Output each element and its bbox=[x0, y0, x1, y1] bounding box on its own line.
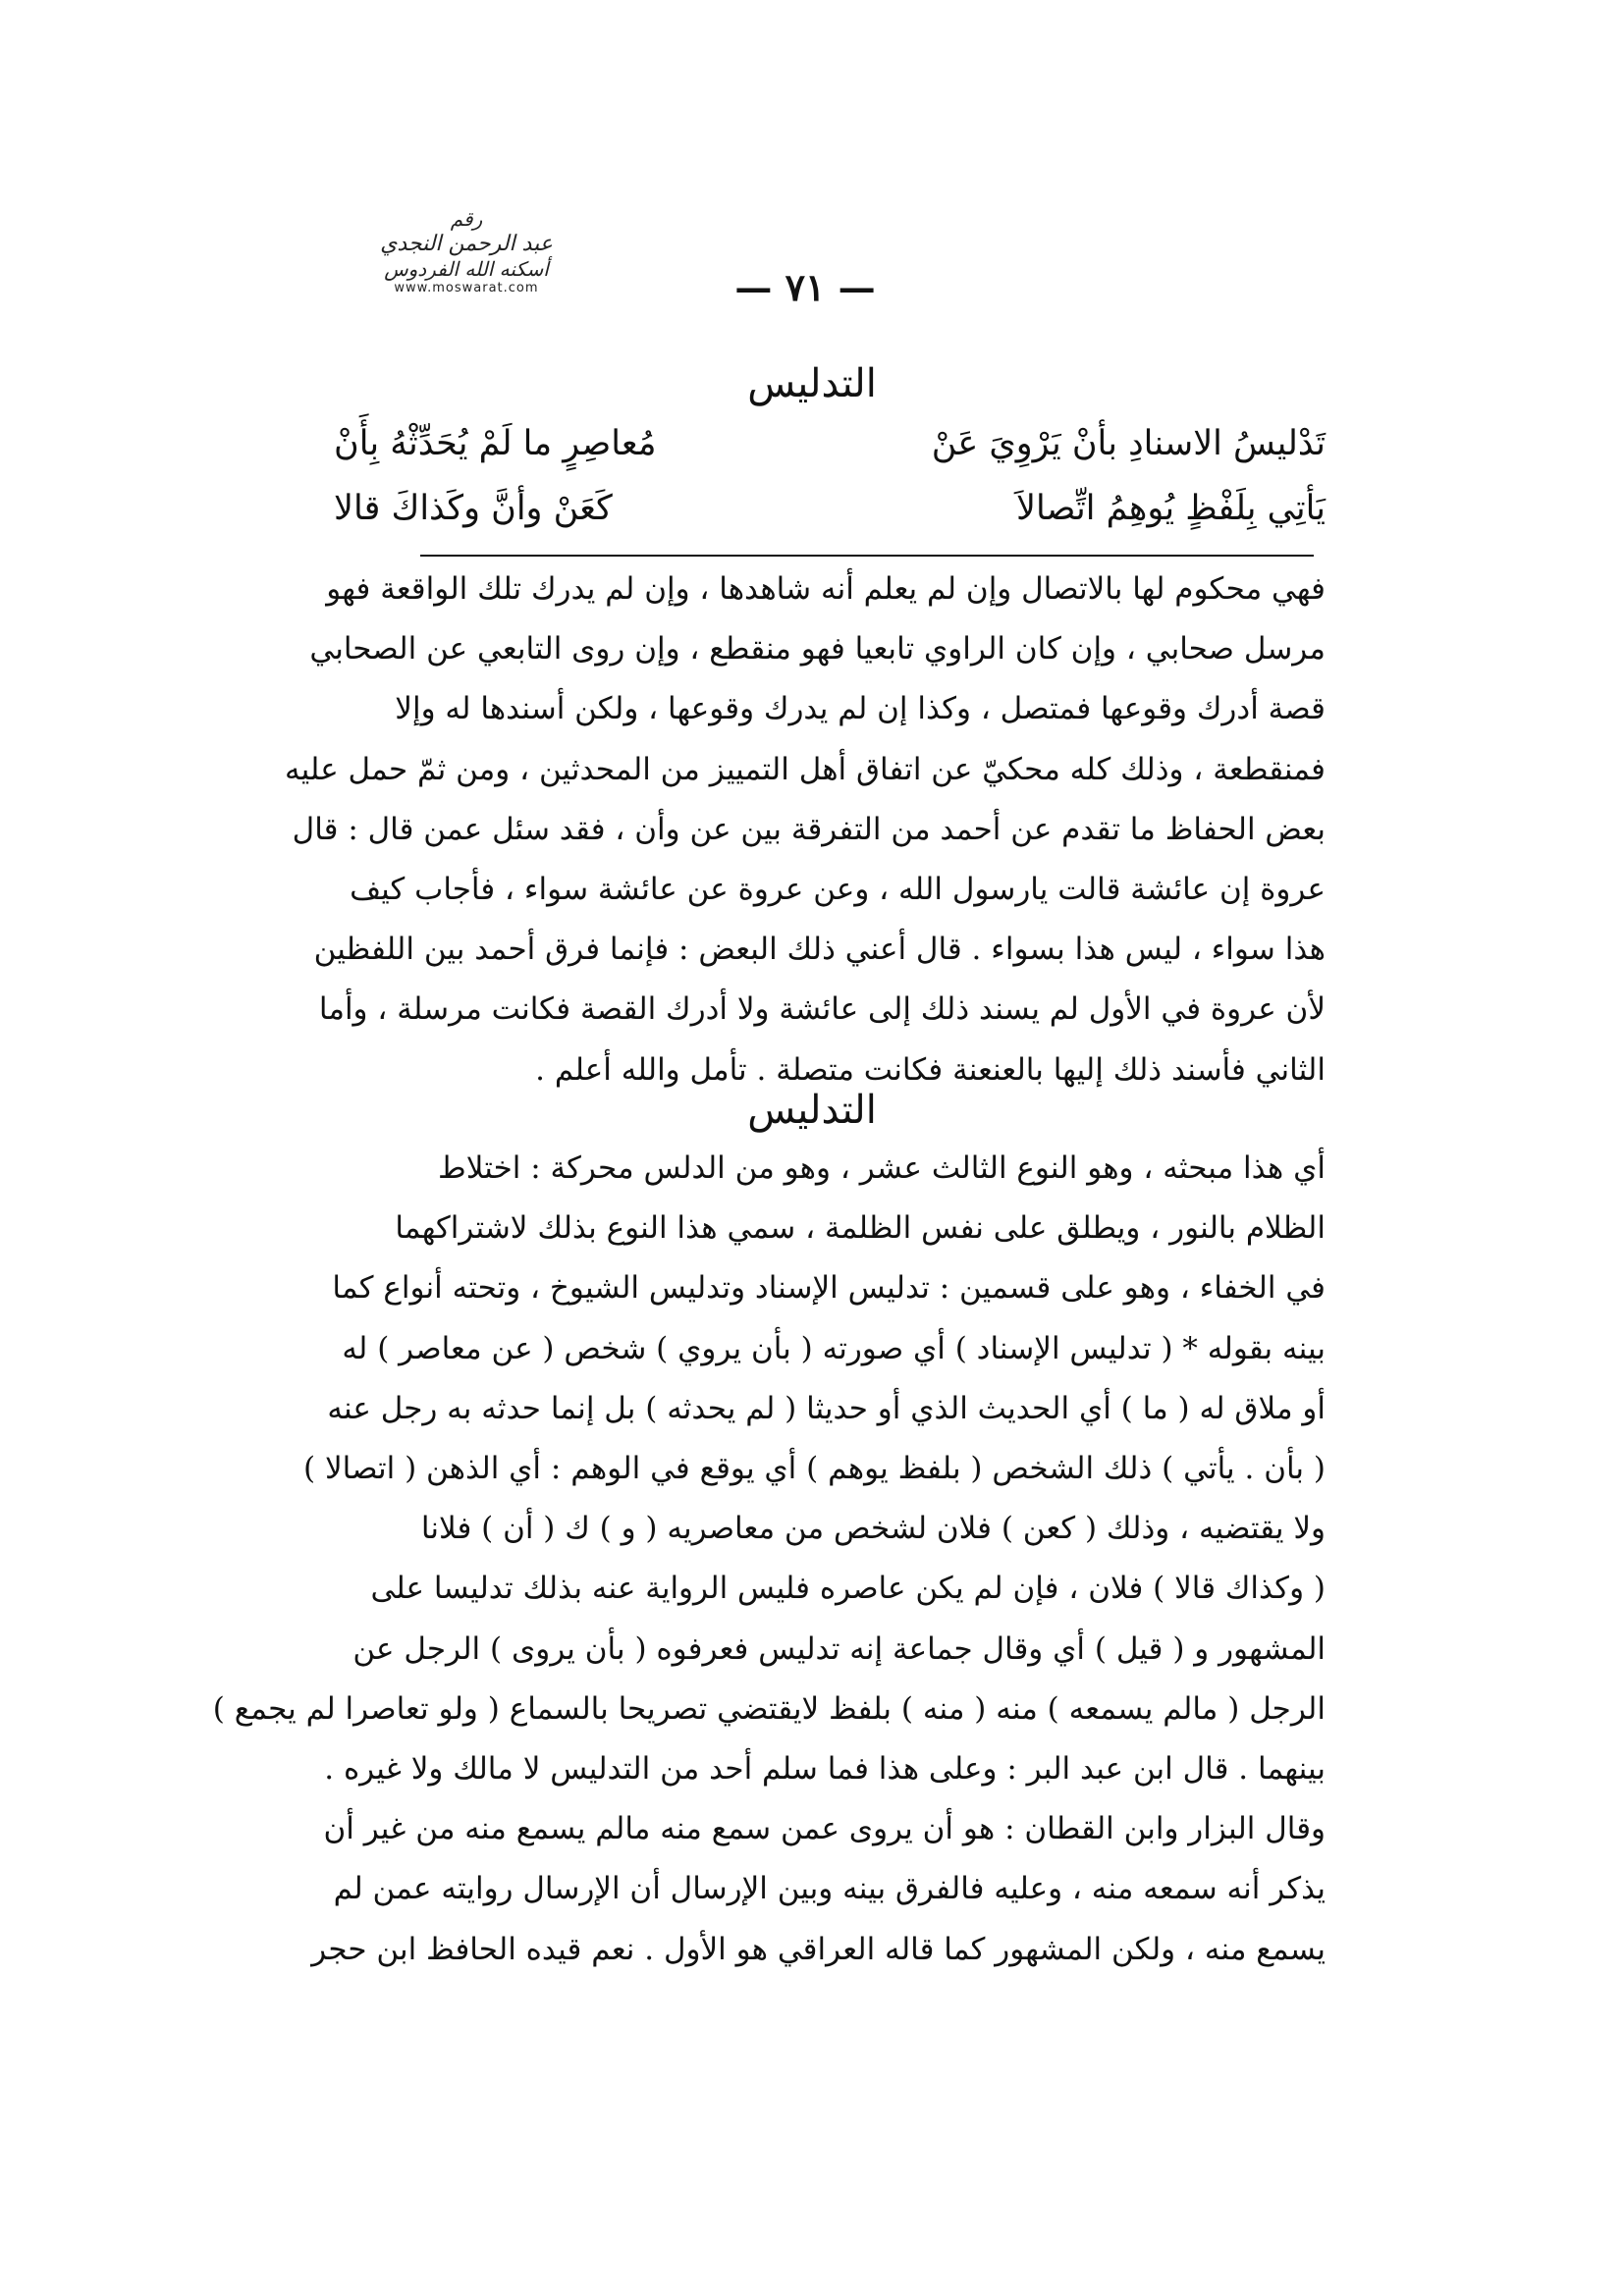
text-line: لأن عروة في الأول لم يسند ذلك إلى عائشة ولا أدرك القصة فكانت مرسلة ، وأما bbox=[318, 991, 1326, 1028]
body-paragraph bbox=[212, 1139, 1326, 1980]
text-line: بعض الحفاظ ما تقدم عن أحمد من التفرقة بين عن وأن ، فقد سئل عمن قال : قال bbox=[292, 811, 1326, 847]
poem-verse-1-first-hemistich: تَدْليسُ الاسنادِ بأنْ يَرْوِيَ عَنْ bbox=[931, 424, 1326, 463]
text-line: ( بأن . يأتي ) ذلك الشخص ( بلفظ يوهم ) أي يوقع في الوهم : أي الذهن ( اتصالا ) bbox=[303, 1451, 1326, 1487]
text-line: يسمع منه ، ولكن المشهور كما قاله العراقي هو الأول . نعم قيده الحافظ ابن حجر bbox=[311, 1931, 1326, 1967]
text-line: المشهور و ( قيل ) أي وقال جماعة إنه تدليس فعرفوه ( بأن يروى ) الرجل عن bbox=[352, 1630, 1326, 1667]
separator-rule bbox=[420, 555, 1314, 557]
stamp-line-2: عبد الرحمن النجدي bbox=[380, 232, 553, 256]
text-line: الثاني فأسند ذلك إليها بالعنعنة فكانت متصلة . تأمل والله أعلم . bbox=[535, 1051, 1326, 1088]
text-line: قصة أدرك وقوعها فمتصل ، وكذا إن لم يدرك وقوعها ، ولكن أسندها له وإلا bbox=[395, 691, 1326, 727]
text-line: ( وكذاك قالا ) فلان ، فإن لم يكن عاصره فليس الرواية عنه بذلك تدليسا على bbox=[370, 1571, 1326, 1607]
text-line: فمنقطعة ، وذلك كله محكيّ عن اتفاق أهل التمييز من المحدثين ، ومن ثمّ حمل عليه bbox=[284, 751, 1326, 787]
poem-verse-2-second-hemistich: كَعَنْ وأنَّ وكَذاكَ قالا bbox=[334, 489, 613, 528]
text-line: مرسل صحابي ، وإن كان الراوي تابعيا فهو منقطع ، وإن روى التابعي عن الصحابي bbox=[309, 631, 1326, 667]
text-line: عروة إن عائشة قالت يارسول الله ، وعن عروة عن عائشة سواء ، فأجاب كيف bbox=[350, 872, 1326, 908]
text-line: هذا سواء ، ليس هذا بسواء . قال أعني ذلك البعض : فإنما فرق أحمد بين اللفظين bbox=[313, 932, 1326, 968]
section-title-mid: التدليس bbox=[747, 1088, 877, 1133]
text-line: الرجل ( مالم يسمعه ) منه ( منه ) بلفظ لايقتضي تصريحا بالسماع ( ولو تعاصرا لم يجمع ) bbox=[212, 1690, 1326, 1727]
text-line: أو ملاق له ( ما ) أي الحديث الذي أو حديثا ( لم يحدثه ) بل إنما حدثه به رجل عنه bbox=[327, 1390, 1326, 1426]
poem-verse-1-second-hemistich: مُعاصِرٍ ما لَمْ يُحَدِّثْهُ بِأَنْ bbox=[334, 424, 657, 463]
stamp-line-3: أسكنه الله الفردوس bbox=[384, 257, 549, 281]
poem-verse-2-first-hemistich: يَأتِي بِلَفْظٍ يُوهِمُ اتِّصالاَ bbox=[1016, 489, 1326, 528]
text-line: بينه بقوله * ( تدليس الإسناد ) أي صورته ( بأن يروي ) شخص ( عن معاصر ) له bbox=[342, 1330, 1326, 1366]
poem-verse-2 bbox=[334, 489, 1326, 528]
text-line: يذكر أنه سمعه منه ، وعليه فالفرق بينه وبين الإرسال أن الإرسال روايته عمن لم bbox=[333, 1871, 1326, 1907]
stamp-url: www.moswarat.com bbox=[394, 281, 539, 295]
page-number: — ٧١ — bbox=[734, 265, 876, 309]
text-line: في الخفاء ، وهو على قسمين : تدليس الإسناد وتدليس الشيوخ ، وتحته أنواع كما bbox=[332, 1270, 1326, 1307]
commentary-paragraph bbox=[284, 560, 1326, 1100]
text-line: ولا يقتضيه ، وذلك ( كعن ) فلان لشخص من معاصريه ( و ) ك ( أن ) فلانا bbox=[420, 1511, 1326, 1547]
text-line: الظلام بالنور ، ويطلق على نفس الظلمة ، سمي هذا النوع بذلك لاشتراكهما bbox=[395, 1210, 1326, 1247]
text-line: أي هذا مبحثه ، وهو النوع الثالث عشر ، وهو من الدلس محركة : اختلاط bbox=[438, 1150, 1326, 1186]
poem-verse-1 bbox=[334, 424, 1326, 463]
section-title-top: التدليس bbox=[747, 361, 877, 406]
library-stamp bbox=[353, 206, 579, 314]
text-line: وقال البزار وابن القطان : هو أن يروى عمن سمع منه مالم يسمع منه من غير أن bbox=[323, 1811, 1326, 1847]
text-line: فهي محكوم لها بالاتصال وإن لم يعلم أنه شاهدها ، وإن لم يدرك تلك الواقعة فهو bbox=[326, 571, 1326, 607]
text-line: بينهما . قال ابن عبد البر : وعلى هذا فما سلم أحد من التدليس لا مالك ولا غيره . bbox=[324, 1751, 1326, 1788]
stamp-line-1: رقم bbox=[450, 207, 483, 231]
